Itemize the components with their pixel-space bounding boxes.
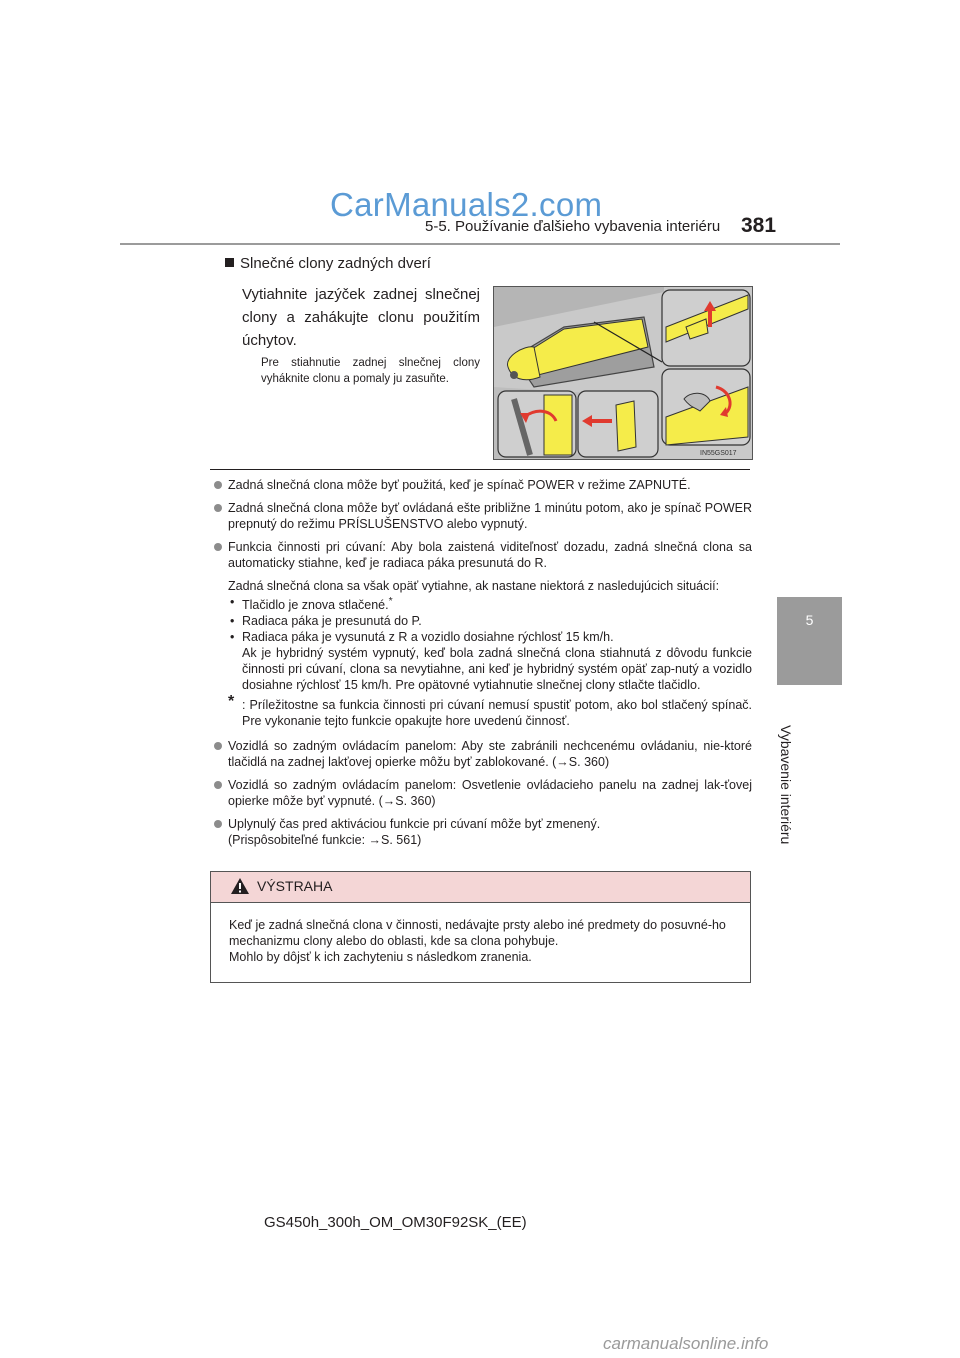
sub-list-item-text: Radiaca páka je presunutá do P. [242, 614, 422, 629]
warning-header [211, 872, 750, 903]
sub-list-item [228, 594, 752, 613]
bullet-icon [214, 504, 222, 512]
header-rule [120, 243, 840, 245]
warning-title: VÝSTRAHA [257, 878, 333, 894]
list-item [212, 500, 752, 532]
sub-list-item [228, 629, 752, 645]
list-item-text: Zadná slnečná clona môže byť použitá, keď je spínač POWER v režime ZAPNUTÉ. [228, 478, 691, 492]
sub-list-item-text: Tlačidlo je znova stlačené. [242, 598, 389, 613]
section-heading [225, 255, 431, 272]
chapter-header: 5-5. Používanie ďalšieho vybavenia interiéru [425, 218, 721, 235]
section-intro: Vytiahnite jazýček zadnej slnečnej clony a zahákujte clonu použitím úchytov. [242, 286, 480, 349]
list-item [212, 738, 752, 770]
list-item [212, 816, 752, 848]
list-item [212, 777, 752, 809]
section-note: Pre stiahnutie zadnej slnečnej clony vyháknite clonu a pomaly ju zasuňte. [261, 357, 480, 385]
figure-code: IN55GS017 [700, 450, 737, 457]
watermark-top: CarManuals2.com [330, 186, 603, 223]
warning-text: Keď je zadná slnečná clona v činnosti, nedávajte prsty alebo iné predmety do posuvné-ho mechanizmu clony alebo do oblasti, kde sa clona pohybuje. [229, 918, 726, 948]
footnote-text: : Príležitostne sa funkcia činnosti pri cúvaní nemusí spustiť potom, ako bol stlačený spínač. Pre vykonanie tejto funkcie opakujte hore uvedenú činnosť. [242, 698, 752, 729]
page-number: 381 [741, 214, 777, 237]
list-item-text: Vozidlá so zadným ovládacím panelom: Osvetlenie ovládacieho panelu na zadnej lak-ťovej opierke môže byť vypnuté. (→S. 360) [228, 778, 752, 809]
warning-triangle-icon [230, 877, 250, 895]
chapter-side-label [772, 725, 812, 855]
sub-list-item-text: Radiaca páka je vysunutá z R a vozidlo dosiahne rýchlosť 15 km/h. [242, 630, 614, 645]
warning-box [210, 871, 751, 983]
bullet-icon [214, 481, 222, 489]
sunshade-illustration [493, 286, 753, 460]
list-item-text-continued: (Prispôsobiteľné funkcie: →S. 561) [228, 833, 422, 848]
list-item-text: Zadná slnečná clona môže byť ovládaná ešte približne 1 minútu potom, ako je spínač POWER prepnutý do režimu PRÍSLUŠENSTVO alebo vypnutý. [228, 501, 752, 531]
square-bullet-icon [225, 258, 234, 267]
list-item-text: Uplynulý čas pred aktiváciou funkcie pri cúvaní môže byť zmenený. [228, 817, 601, 832]
warning-text: Mohlo by dôjsť k ich zachyteniu s následkom zranenia. [229, 950, 532, 964]
bullet-icon [214, 742, 222, 750]
section-heading-text: Slnečné clony zadných dverí [240, 255, 431, 272]
section-divider [210, 469, 750, 470]
watermark-bottom: carmanualsonline.info [603, 1334, 769, 1353]
list-item [212, 539, 752, 729]
chapter-tab-number: 5 [805, 612, 814, 628]
footnote [228, 693, 752, 729]
footnote-asterisk: * [228, 693, 235, 711]
bullet-icon [214, 781, 222, 789]
document-code: GS450h_300h_OM_OM30F92SK_(EE) [264, 1214, 527, 1231]
bullet-icon [214, 820, 222, 828]
bullet-icon [214, 543, 222, 551]
sub-list-item [228, 613, 752, 629]
info-list [212, 477, 752, 855]
asterisk-mark: * [388, 596, 393, 607]
hybrid-note: Ak je hybridný systém vypnutý, keď bola zadná slnečná clona stiahnutá z dôvodu funkcie činnosti pri cúvaní, clona sa nevytiahne, ani keď je hybridný systém opäť zap-nutý a vozidlo dosiahne rýchlosť 15 km/h. Pre opätovné vytiahnutie slnečnej clony stlačte tlačidlo. [242, 646, 752, 693]
list-item [212, 477, 752, 493]
warning-body [211, 903, 750, 965]
chapter-side-label-text: Vybavenie interiéru [778, 725, 794, 845]
list-item-text: Funkcia činnosti pri cúvaní: Aby bola zaistená viditeľnosť dozadu, zadná slnečná clona sa automaticky stiahne, keď je radiaca páka presunutá do R. [228, 540, 752, 570]
list-item-text: Vozidlá so zadným ovládacím panelom: Aby ste zabránili nechcenému ovládaniu, nie-ktoré tlačidlá na zadnej lakťovej opierke môžu byť zablokované. (→S. 360) [228, 739, 752, 770]
reverse-function-intro: Zadná slnečná clona sa však opäť vytiahne, ak nastane niektorá z nasledujúcich situácií: [228, 579, 720, 593]
sunshade-diagram [494, 287, 752, 459]
chapter-tab [777, 597, 842, 685]
